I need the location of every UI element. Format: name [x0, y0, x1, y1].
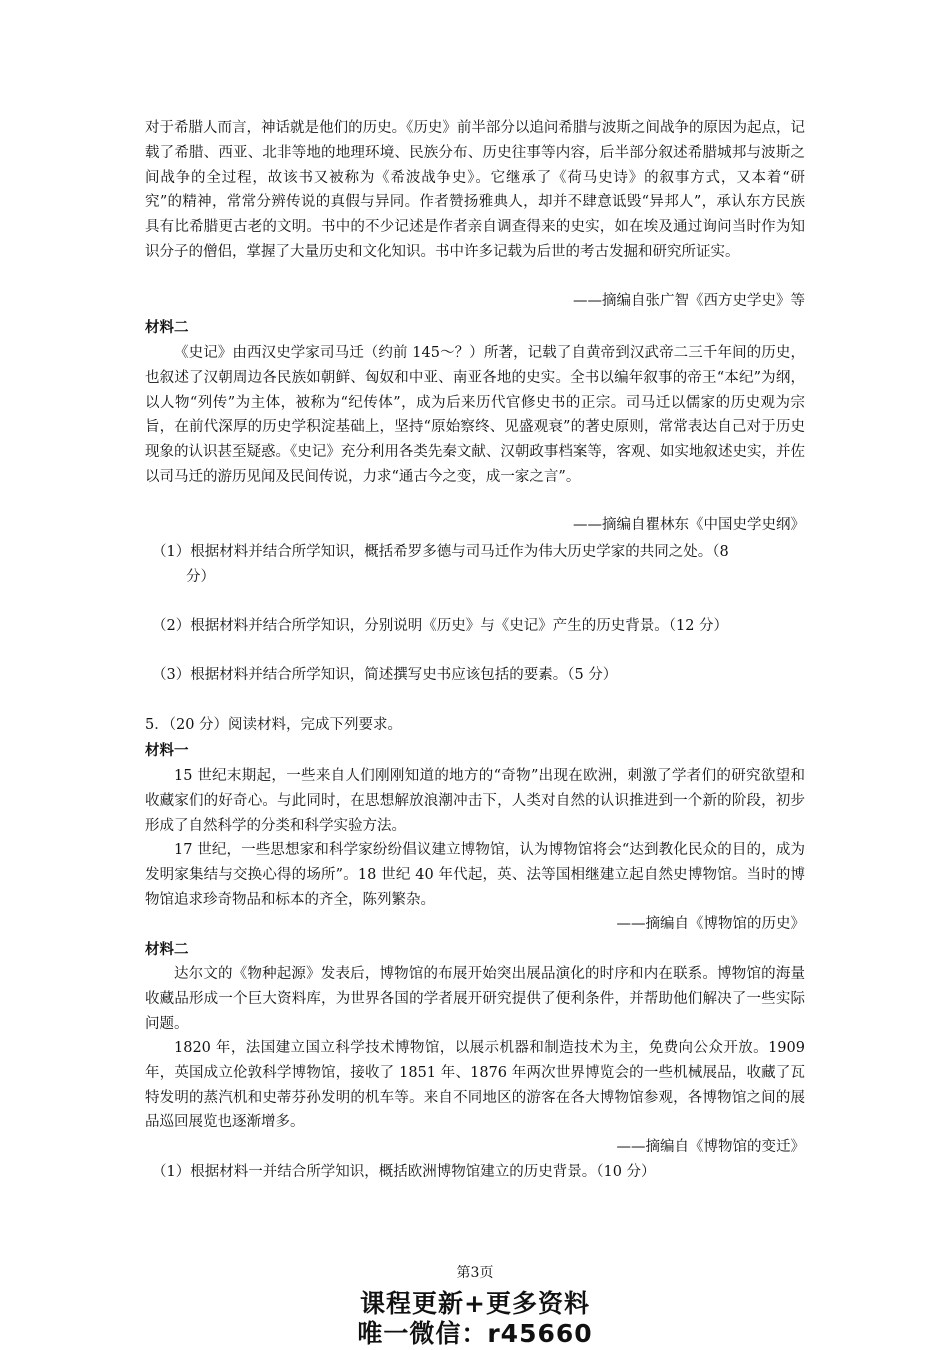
- q5-material2-source: ——摘编自《博物馆的变迁》: [616, 1139, 805, 1155]
- promo-line-2: 唯一微信：r45660: [357, 1319, 593, 1348]
- q5-material2-paragraph-2: 1820 年，法国建立国立科学技术博物馆，以展示机器和制造技术为主，免费向公众开放。1909 年，英国成立伦敦科学博物馆，接收了 1851 年、1876 年两次世界博览会的一些机械展品，收藏了瓦特发明的蒸汽机和史蒂芬孙发明的机车等。来自不同地区的游客在各大博物馆参观，各博物馆之间的展品巡回展览也逐渐增多。: [145, 1040, 805, 1131]
- q4-material2-source: ——摘编自瞿林东《中国史学史纲》: [573, 517, 805, 533]
- material1-continuation: 对于希腊人而言，神话就是他们的历史。《历史》前半部分以追问希腊与波斯之间战争的原因为起点，记载了希腊、西亚、北非等地的地理环境、民族分布、历史往事等内容，后半部分叙述希腊城邦与波斯之间战争的全过程，故该书又被称为《希波战争史》。它继承了《荷马史诗》的叙事方式，又本着“研究”的精神，常常分辨传说的真假与异同。作者赞扬雅典人，却并不肆意诋毁“异邦人”，承认东方民族具有比希腊更古老的文明。书中的不少记述是作者亲自调查得来的史实，如在埃及通过询问当时作为知识分子的僧侣，掌握了大量历史和文化知识。书中许多记载为后世的考古发掘和研究所证实。: [145, 120, 805, 260]
- q5-material1-source: ——摘编自《博物馆的历史》: [616, 916, 805, 932]
- material1-source: ——摘编自张广智《西方史学史》等: [573, 293, 805, 309]
- q5-material2-heading: 材料二: [145, 942, 189, 958]
- q5-material1-paragraph-1: 15 世纪末期起，一些来自人们刚刚知道的地方的“奇物”出现在欧洲，刺激了学者们的研究欲望和收藏家们的好奇心。与此同时，在思想解放浪潮冲击下，人类对自然的认识推进到一个新的阶段，初步形成了自然科学的分类和科学实验方法。: [145, 768, 805, 834]
- q5-title: 5．（20 分）阅读材料，完成下列要求。: [145, 717, 403, 733]
- q4-subquestion-2: （2）根据材料并结合所学知识，分别说明《历史》与《史记》产生的历史背景。（12 分）: [152, 618, 729, 634]
- q4-material2-heading: 材料二: [145, 320, 189, 336]
- q5-subquestion-1: （1）根据材料一并结合所学知识，概括欧洲博物馆建立的历史背景。（10 分）: [152, 1164, 656, 1180]
- promo-line-1: 课程更新+更多资料: [360, 1289, 590, 1318]
- page-number: 第3页: [456, 1265, 494, 1281]
- q4-subquestion-1-cont: 分）: [186, 568, 215, 585]
- q4-subquestion-3: （3）根据材料并结合所学知识，简述撰写史书应该包括的要素。（5 分）: [152, 667, 618, 683]
- q4-subquestion-1: [152, 540, 807, 590]
- q5-material1-paragraph-2: 17 世纪，一些思想家和科学家纷纷倡议建立博物馆，认为博物馆将会“达到教化民众的目的，成为发明家集结与交换心得的场所”。18 世纪 40 年代起，英、法等国相继建立起自然史博物馆。当时的博物馆追求珍奇物品和标本的齐全，陈列繁杂。: [145, 842, 805, 908]
- q5-material2-paragraph-1: 达尔文的《物种起源》发表后，博物馆的布展开始突出展品演化的时序和内在联系。博物馆的海量收藏品形成一个巨大资料库，为世界各国的学者展开研究提供了便利条件，并帮助他们解决了一些实际问题。: [145, 966, 805, 1032]
- q4-subquestion-1-text: （1）根据材料并结合所学知识，概括希罗多德与司马迁作为伟大历史学家的共同之处。（8: [152, 544, 729, 560]
- q4-material2-text: 《史记》由西汉史学家司马迁（约前 145～？）所著，记载了自黄帝到汉武帝二三千年间的历史，也叙述了汉朝周边各民族如朝鲜、匈奴和中亚、南亚各地的史实。全书以编年叙事的帝王“本纪”为纲，以人物“列传”为主体，被称为“纪传体”，成为后来历代官修史书的正宗。司马迁以儒家的历史观为宗旨，在前代深厚的历史学积淀基础上，坚持“原始察终、见盛观衰”的著史原则，常常表达自己对于历史现象的认识甚至疑惑。《史记》充分利用各类先秦文献、汉朝政事档案等，客观、如实地叙述史实，并佐以司马迁的游历见闻及民间传说，力求“通古今之变，成一家之言”。: [145, 345, 805, 485]
- q5-material1-heading: 材料一: [145, 743, 189, 759]
